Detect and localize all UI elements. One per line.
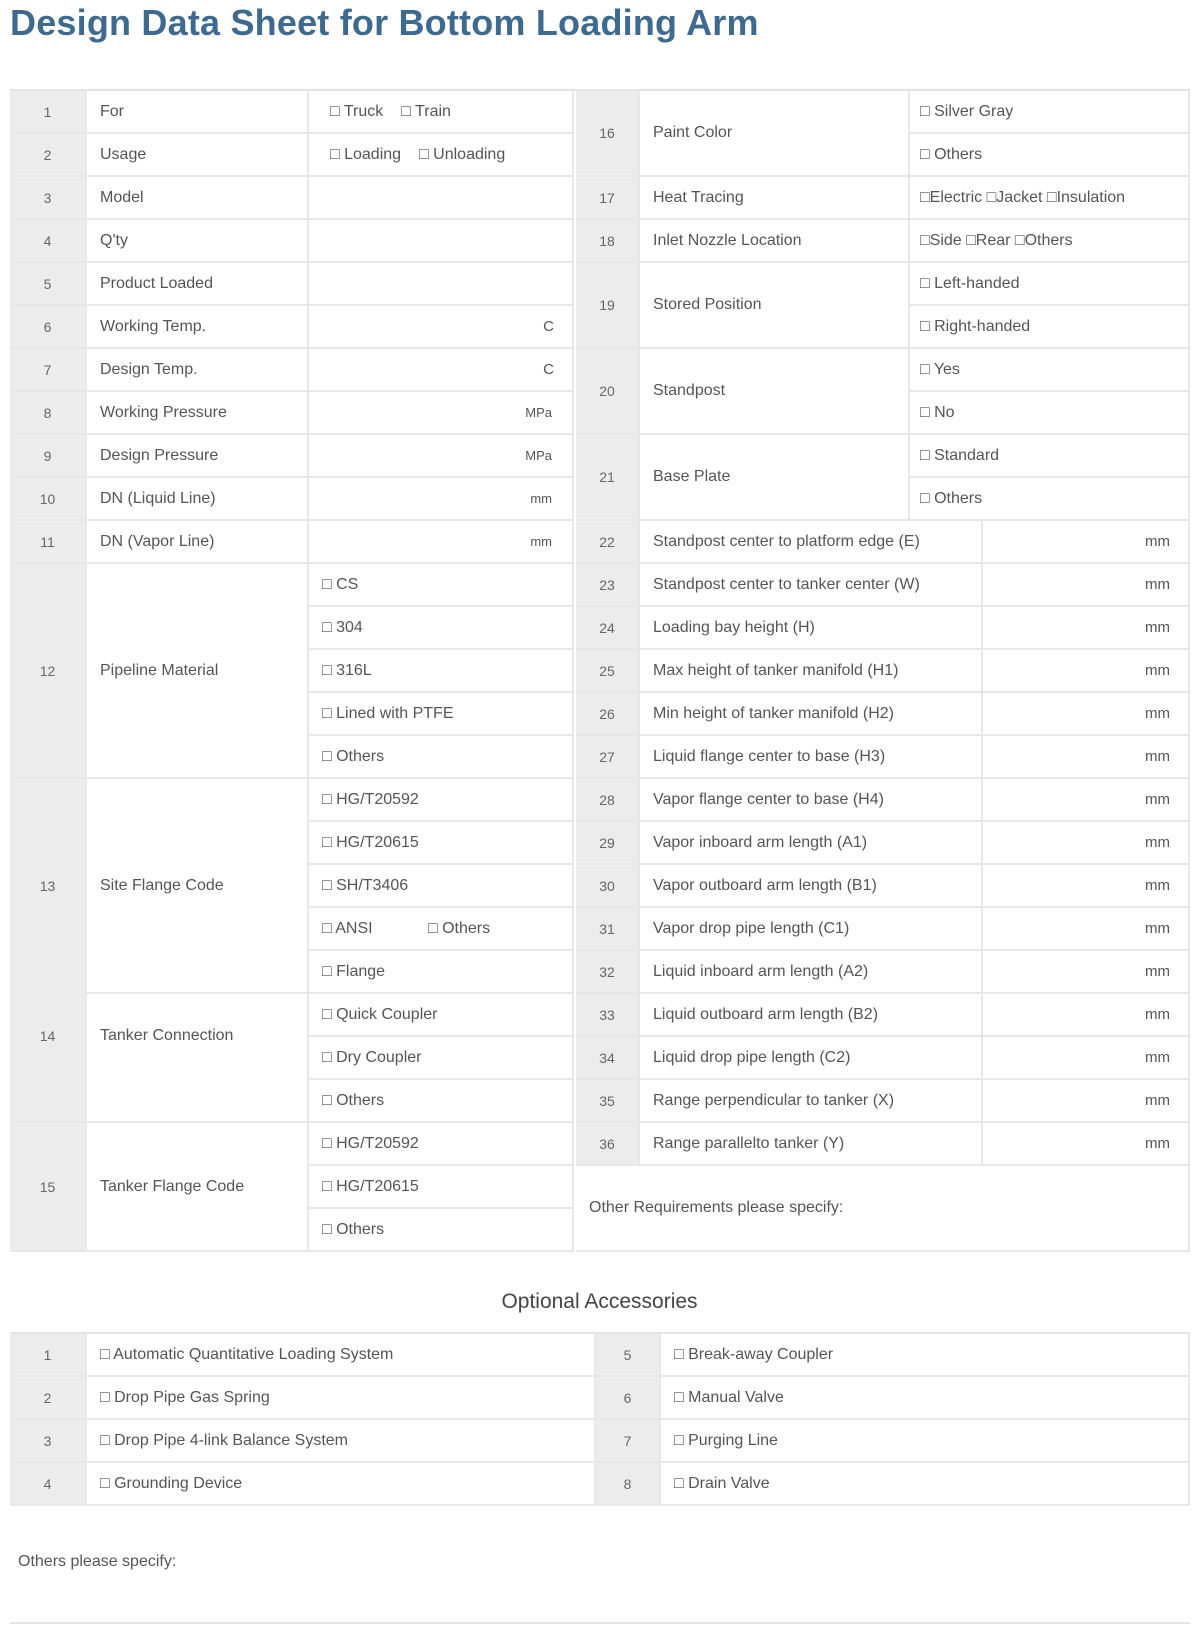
- checkbox-option[interactable]: □ Others: [920, 489, 983, 507]
- row-number: 21: [576, 435, 640, 521]
- field-options: [309, 134, 574, 177]
- field-label: Site Flange Code: [87, 779, 309, 994]
- row-number: 6: [10, 306, 87, 349]
- field-label: Pipeline Material: [87, 564, 309, 779]
- row-number: 20: [576, 349, 640, 435]
- dimension-value[interactable]: [983, 951, 1190, 994]
- dimension-label: Range parallelto tanker (Y): [640, 1123, 983, 1166]
- checkbox-option[interactable]: □ Silver Gray: [920, 102, 1014, 120]
- field-label: Heat Tracing: [640, 177, 910, 220]
- field-label: DN (Liquid Line): [87, 478, 309, 521]
- checkbox-option[interactable]: □ Others: [322, 1220, 385, 1238]
- value-field[interactable]: [309, 478, 574, 521]
- field-label: Standpost: [640, 349, 910, 435]
- accessory-number: 5: [596, 1334, 661, 1377]
- unit-label: mm: [1145, 1049, 1170, 1066]
- dimension-value[interactable]: [983, 994, 1190, 1037]
- field-label: Product Loaded: [87, 263, 309, 306]
- field-label: Tanker Flange Code: [87, 1123, 309, 1252]
- checkbox-option[interactable]: □ Train: [401, 102, 451, 120]
- dimension-label: Max height of tanker manifold (H1): [640, 650, 983, 693]
- row-number: 30: [576, 865, 640, 908]
- checkbox-option[interactable]: □ Others: [920, 145, 983, 163]
- option-row: [309, 1080, 574, 1123]
- row-number: 16: [576, 91, 640, 177]
- option-row: [309, 1123, 574, 1166]
- option-row: [309, 865, 574, 908]
- checkbox-option[interactable]: □ Others: [322, 1091, 385, 1109]
- accessory-number: 7: [596, 1420, 661, 1463]
- field-label: DN (Vapor Line): [87, 521, 309, 564]
- row-number: 12: [10, 564, 87, 779]
- checkbox-option[interactable]: □ Lined with PTFE: [322, 704, 454, 722]
- checkbox-option[interactable]: □ HG/T20592: [322, 790, 419, 808]
- accessory-option[interactable]: □ Purging Line: [661, 1420, 1190, 1463]
- accessory-number: 8: [596, 1463, 661, 1506]
- dimension-value[interactable]: [983, 521, 1190, 564]
- value-field[interactable]: [309, 435, 574, 478]
- row-number: 11: [10, 521, 87, 564]
- row-number: 32: [576, 951, 640, 994]
- option-row: [910, 478, 1190, 521]
- field-label: Base Plate: [640, 435, 910, 521]
- row-number: 18: [576, 220, 640, 263]
- row-number: 4: [10, 220, 87, 263]
- dimension-label: Liquid flange center to base (H3): [640, 736, 983, 779]
- checkbox-option[interactable]: □ Others: [322, 747, 385, 765]
- unit-label: mm: [1145, 791, 1170, 808]
- row-number: 13: [10, 779, 87, 994]
- dimension-value[interactable]: [983, 865, 1190, 908]
- unit-label: mm: [1145, 662, 1170, 679]
- field-label: Usage: [87, 134, 309, 177]
- checkbox-option[interactable]: □ Quick Coupler: [322, 1005, 438, 1023]
- other-requirements-field[interactable]: Other Requirements please specify:: [576, 1166, 1190, 1252]
- dimension-label: Range perpendicular to tanker (X): [640, 1080, 983, 1123]
- value-field[interactable]: [309, 263, 574, 306]
- option-row: [309, 1166, 574, 1209]
- field-label: Paint Color: [640, 91, 910, 177]
- dimension-label: Vapor drop pipe length (C1): [640, 908, 983, 951]
- checkbox-option[interactable]: □Side □Rear □Others: [920, 231, 1073, 249]
- unit-label: mm: [1145, 1135, 1170, 1152]
- others-specify-line[interactable]: [10, 1622, 1190, 1624]
- field-label: For: [87, 91, 309, 134]
- dimension-value[interactable]: [983, 650, 1190, 693]
- checkbox-option[interactable]: □ ANSI: [322, 919, 373, 937]
- value-field[interactable]: [309, 177, 574, 220]
- accessory-option[interactable]: □ Drop Pipe Gas Spring: [87, 1377, 596, 1420]
- accessory-number: 1: [10, 1334, 87, 1377]
- unit-label: mm: [1145, 834, 1170, 851]
- dimension-value[interactable]: [983, 822, 1190, 865]
- unit-label: mm: [1145, 920, 1170, 937]
- dimension-value[interactable]: [983, 736, 1190, 779]
- checkbox-option[interactable]: □ Right-handed: [920, 317, 1031, 335]
- row-number: 27: [576, 736, 640, 779]
- field-label: Design Temp.: [87, 349, 309, 392]
- field-label: Working Temp.: [87, 306, 309, 349]
- accessory-option[interactable]: □ Drain Valve: [661, 1463, 1190, 1506]
- row-number: 14: [10, 951, 87, 1123]
- row-number: 33: [576, 994, 640, 1037]
- unit-label: mm: [1145, 619, 1170, 636]
- row-number: 34: [576, 1037, 640, 1080]
- option-row: [910, 220, 1190, 263]
- option-row: [910, 435, 1190, 478]
- accessory-option[interactable]: □ Automatic Quantitative Loading System: [87, 1334, 596, 1377]
- row-number: 19: [576, 263, 640, 349]
- checkbox-option[interactable]: □ Left-handed: [920, 274, 1020, 292]
- checkbox-option[interactable]: □ HG/T20615: [322, 833, 419, 851]
- row-number: 5: [10, 263, 87, 306]
- others-specify-label: Others please specify:: [18, 1553, 177, 1570]
- dimension-value[interactable]: [983, 1037, 1190, 1080]
- dimension-label: Standpost center to platform edge (E): [640, 521, 983, 564]
- accessory-option[interactable]: □ Break-away Coupler: [661, 1334, 1190, 1377]
- unit-label: MPa: [525, 405, 552, 420]
- checkbox-option[interactable]: □ Loading: [330, 145, 402, 163]
- unit-label: C: [543, 318, 554, 335]
- row-number: 2: [10, 134, 87, 177]
- checkbox-option[interactable]: □ Flange: [322, 962, 386, 980]
- checkbox-option[interactable]: □ HG/T20592: [322, 1134, 419, 1152]
- field-label: Model: [87, 177, 309, 220]
- option-row: [910, 263, 1190, 306]
- row-number: 22: [576, 521, 640, 564]
- unit-label: MPa: [525, 448, 552, 463]
- dimension-label: Liquid inboard arm length (A2): [640, 951, 983, 994]
- field-label: Inlet Nozzle Location: [640, 220, 910, 263]
- row-number: 7: [10, 349, 87, 392]
- dimension-label: Min height of tanker manifold (H2): [640, 693, 983, 736]
- field-label: Q'ty: [87, 220, 309, 263]
- checkbox-option[interactable]: □ Standard: [920, 446, 1000, 464]
- field-label: Tanker Connection: [87, 951, 309, 1123]
- unit-label: mm: [1145, 533, 1170, 550]
- accessory-number: 3: [10, 1420, 87, 1463]
- option-row: [910, 177, 1190, 220]
- checkbox-option[interactable]: □ 316L: [322, 661, 372, 679]
- accessory-option[interactable]: □ Manual Valve: [661, 1377, 1190, 1420]
- accessory-option[interactable]: □ Grounding Device: [87, 1463, 596, 1506]
- checkbox-option[interactable]: □ Unloading: [419, 145, 506, 163]
- field-label: Working Pressure: [87, 392, 309, 435]
- option-row: [309, 607, 574, 650]
- row-number: 15: [10, 1123, 87, 1252]
- row-number: 17: [576, 177, 640, 220]
- row-number: 31: [576, 908, 640, 951]
- accessory-number: 6: [596, 1377, 661, 1420]
- checkbox-option[interactable]: □ Yes: [920, 360, 960, 378]
- field-label: Design Pressure: [87, 435, 309, 478]
- row-number: 28: [576, 779, 640, 822]
- row-number: 1: [10, 91, 87, 134]
- checkbox-option[interactable]: □ Truck: [330, 102, 384, 120]
- checkbox-option[interactable]: □ Others: [428, 919, 491, 937]
- option-row: [309, 736, 574, 779]
- dimension-value[interactable]: [983, 564, 1190, 607]
- row-number: 3: [10, 177, 87, 220]
- accessory-number: 2: [10, 1377, 87, 1420]
- option-row: [309, 693, 574, 736]
- value-field[interactable]: [309, 521, 574, 564]
- unit-label: mm: [1145, 963, 1170, 980]
- unit-label: mm: [1145, 705, 1170, 722]
- checkbox-option[interactable]: □ No: [920, 403, 955, 421]
- option-row: [309, 650, 574, 693]
- row-number: 25: [576, 650, 640, 693]
- row-number: 24: [576, 607, 640, 650]
- dimension-value[interactable]: [983, 1123, 1190, 1166]
- option-row: [910, 349, 1190, 392]
- row-number: 35: [576, 1080, 640, 1123]
- unit-label: mm: [1145, 576, 1170, 593]
- checkbox-option[interactable]: □ 304: [322, 618, 363, 636]
- field-options: [309, 91, 574, 134]
- unit-label: mm: [1145, 877, 1170, 894]
- option-row: [910, 392, 1190, 435]
- checkbox-option[interactable]: □ Dry Coupler: [322, 1048, 422, 1066]
- option-row: [309, 822, 574, 865]
- unit-label: mm: [1145, 1092, 1170, 1109]
- row-number: 8: [10, 392, 87, 435]
- unit-label: C: [543, 361, 554, 378]
- dimension-label: Vapor inboard arm length (A1): [640, 822, 983, 865]
- dimension-value[interactable]: [983, 908, 1190, 951]
- checkbox-option[interactable]: □ HG/T20615: [322, 1177, 419, 1195]
- unit-label: mm: [1145, 748, 1170, 765]
- dimension-label: Vapor outboard arm length (B1): [640, 865, 983, 908]
- value-field[interactable]: [309, 306, 574, 349]
- row-number: 23: [576, 564, 640, 607]
- row-number: 10: [10, 478, 87, 521]
- row-number: 9: [10, 435, 87, 478]
- checkbox-option[interactable]: □Electric □Jacket □Insulation: [920, 188, 1126, 206]
- option-row: [309, 994, 574, 1037]
- dimension-label: Vapor flange center to base (H4): [640, 779, 983, 822]
- option-row: [309, 1037, 574, 1080]
- page-title: Design Data Sheet for Bottom Loading Arm: [10, 2, 759, 43]
- dimension-value[interactable]: [983, 779, 1190, 822]
- checkbox-option[interactable]: □ CS: [322, 575, 359, 593]
- value-field[interactable]: [309, 392, 574, 435]
- checkbox-option[interactable]: □ SH/T3406: [322, 876, 409, 894]
- unit-label: mm: [530, 491, 552, 506]
- dimension-label: Liquid outboard arm length (B2): [640, 994, 983, 1037]
- dimension-label: Liquid drop pipe length (C2): [640, 1037, 983, 1080]
- option-row: [309, 564, 574, 607]
- dimension-label: Loading bay height (H): [640, 607, 983, 650]
- value-field[interactable]: [309, 349, 574, 392]
- dimension-value[interactable]: [983, 1080, 1190, 1123]
- option-row: [309, 779, 574, 822]
- value-field[interactable]: [309, 220, 574, 263]
- row-number: 29: [576, 822, 640, 865]
- dimension-value[interactable]: [983, 693, 1190, 736]
- accessory-number: 4: [10, 1463, 87, 1506]
- unit-label: mm: [530, 534, 552, 549]
- field-label: Stored Position: [640, 263, 910, 349]
- option-row: [910, 306, 1190, 349]
- option-row: [910, 134, 1190, 177]
- unit-label: mm: [1145, 1006, 1170, 1023]
- row-number: 36: [576, 1123, 640, 1166]
- dimension-value[interactable]: [983, 607, 1190, 650]
- option-row: [309, 1209, 574, 1252]
- accessory-option[interactable]: □ Drop Pipe 4-link Balance System: [87, 1420, 596, 1463]
- accessories-title: Optional Accessories: [501, 1290, 698, 1313]
- option-row: [309, 951, 574, 994]
- option-row: [910, 91, 1190, 134]
- option-row: [309, 908, 574, 951]
- dimension-label: Standpost center to tanker center (W): [640, 564, 983, 607]
- row-number: 26: [576, 693, 640, 736]
